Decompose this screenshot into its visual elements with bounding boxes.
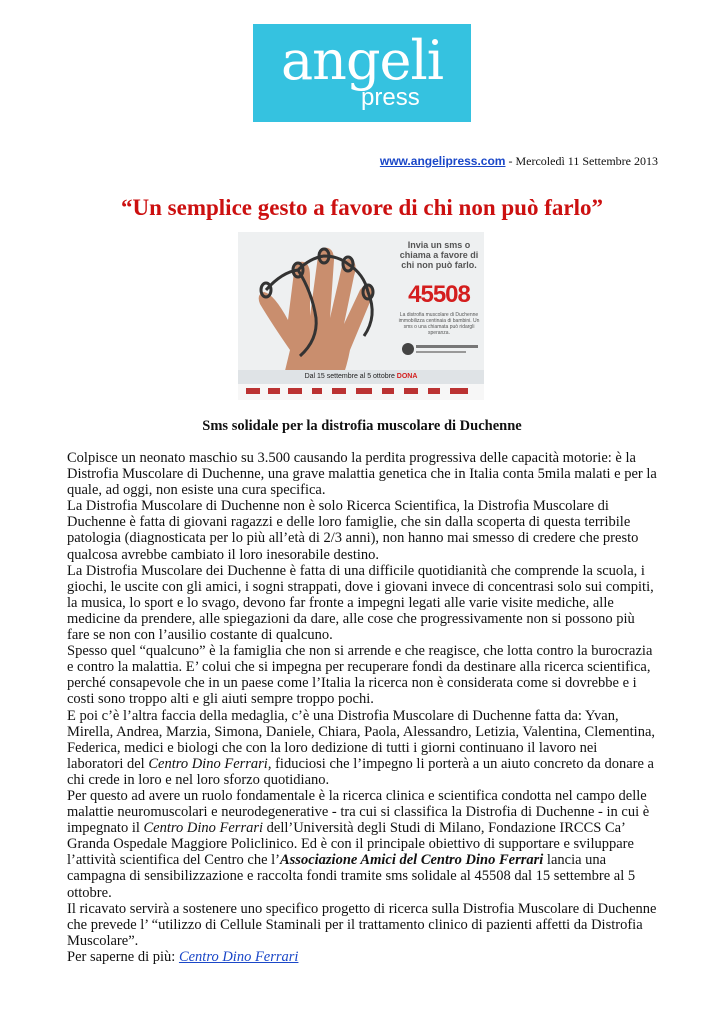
paragraph-5-text: E poi c’è l’altra faccia della medaglia, c’è una Distrofia Muscolare di Duchenne fatta da: Yvan, Mirella, Andrea, Marzia, Simona, Daniele, Chiara, Paola, Alessandro, Letizia, Valentina, Clementina, Federica, medici e biologi che con la loro dedizione di tutti i giorni continuano il lavoro nei laboratori del (67, 707, 656, 772)
centro-name: Centro Dino Ferrari (143, 820, 264, 837)
more-info-label: Per saperne di più: (67, 948, 179, 965)
publication-date: - Mercoledì 11 Settembre 2013 (505, 154, 658, 168)
paragraph-8 (67, 949, 657, 965)
paragraph-2: La Distrofia Muscolare di Duchenne non è solo Ricerca Scientifica, la Distrofia Muscolare di Duchenne è fatta di giovani ragazzi e delle loro famiglie, che sin dalla scoperta di questa terribile patologia (diagnosticata per lo più all’età di 2/3 anni), non hanno mai smesso di credere che presto qualcosa avrebbe cambiato il loro inesorabile destino. (67, 498, 639, 563)
dateline (380, 154, 658, 169)
paragraph-6-text: Per questo ad avere un ruolo fondamentale è la ricerca clinica e scientifica condotta nel campo delle malattie neuromuscolari e neurodegenerative - tra cui si classifica la Distrofia di Duchenne - in cui è impegnato il (67, 787, 650, 837)
article-body (67, 450, 657, 965)
centro-dino-ferrari-link[interactable]: Centro Dino Ferrari (178, 948, 299, 965)
centro-name: Centro Dino Ferrari (148, 755, 268, 772)
article-subtitle: Sms solidale per la distrofia muscolare di Duchenne (202, 418, 522, 434)
paragraph-5 (67, 708, 657, 788)
logo-subword: press (361, 84, 420, 111)
logo-wordmark: angeli (280, 29, 444, 92)
paragraph-1: Colpisce un neonato maschio su 3.500 causando la perdita progressiva delle capacità motorie: è la Distrofia Muscolare di Duchenne, una grave malattia genetica che in Italia conta 5mila malati e per la quale, ad oggi, non esiste una cura specifica. (67, 450, 657, 499)
poster-headline: Invia un sms o chiama a favore di chi non può farlo. (399, 240, 479, 270)
poster-sms-number: 45508 (408, 281, 470, 308)
paragraph-7: Il ricavato servirà a sostenere uno specifico progetto di ricerca sulla Distrofia Muscolare di Duchenne che prevede l’ “utilizzo di Cellule Staminali per il trattamento clinico di pazienti affetti da Distrofia Muscolare”. (67, 900, 657, 949)
paragraph-6-text-mid: dell’Università degli Studi di Milano, Fondazione IRCCS Ca’ Granda Ospedale Maggiore Policlinico. Ed è con il principale obiettivo di supportare e sviluppare l’attività scientifica del Centro che l’ (67, 820, 634, 869)
paragraph-6-text-end: lancia una campagna di sensibilizzazione e raccolta fondi tramite sms solidale al 45508 dal 15 settembre al 5 ottobre. (67, 852, 636, 901)
site-link[interactable]: www.angelipress.com (379, 154, 506, 168)
article-title: “Un semplice gesto a favore di chi non può farlo” (121, 195, 603, 220)
campaign-poster (238, 232, 484, 400)
angelipress-logo (253, 24, 471, 122)
poster-footer (238, 372, 484, 382)
poster-dona: DONA (396, 373, 418, 380)
poster-dates: Dal 15 settembre al 5 ottobre (304, 373, 395, 380)
association-name: Associazione Amici del Centro Dino Ferrari (279, 852, 544, 869)
poster-description: La distrofia muscolare di Duchenne immobilizza centinaia di bambini. Un sms o una chiamata può ridargli speranza. (398, 312, 480, 336)
paragraph-3: La Distrofia Muscolare dei Duchenne è fatta di una difficile quotidianità che comprende la scuola, i giochi, le uscite con gli amici, i sogni strappati, dove i giovani invece di concentrasi solo sui compiti, la musica, lo sport e lo svago, devono far fronte a impegni legati alle varie visite mediche, alle medicine da prendere, alle spiegazioni da dare, alle cose che progressivamente non si possono più fare se non con l’ausilio costante di qualcuno. (67, 562, 654, 644)
paragraph-5-text-end: , fiduciosi che l’impegno li porterà a un aiuto concreto da donare a chi crede in loro e nel loro sforzo quotidiano. (67, 755, 654, 788)
paragraph-6 (67, 788, 657, 901)
paragraph-4: Spesso quel “qualcuno” è la famiglia che non si arrende e che reagisce, che lotta contro la burocrazia e contro la malattia. E’ colui che si impegna per recuperare fondi da destinare alla ricerca scientifica, perché consapevole che in un paese come l’Italia la ricerca non è considerata come si dovrebbe e i costi sono troppo alti e gli aiuti sempre troppo pochi. (67, 643, 653, 708)
